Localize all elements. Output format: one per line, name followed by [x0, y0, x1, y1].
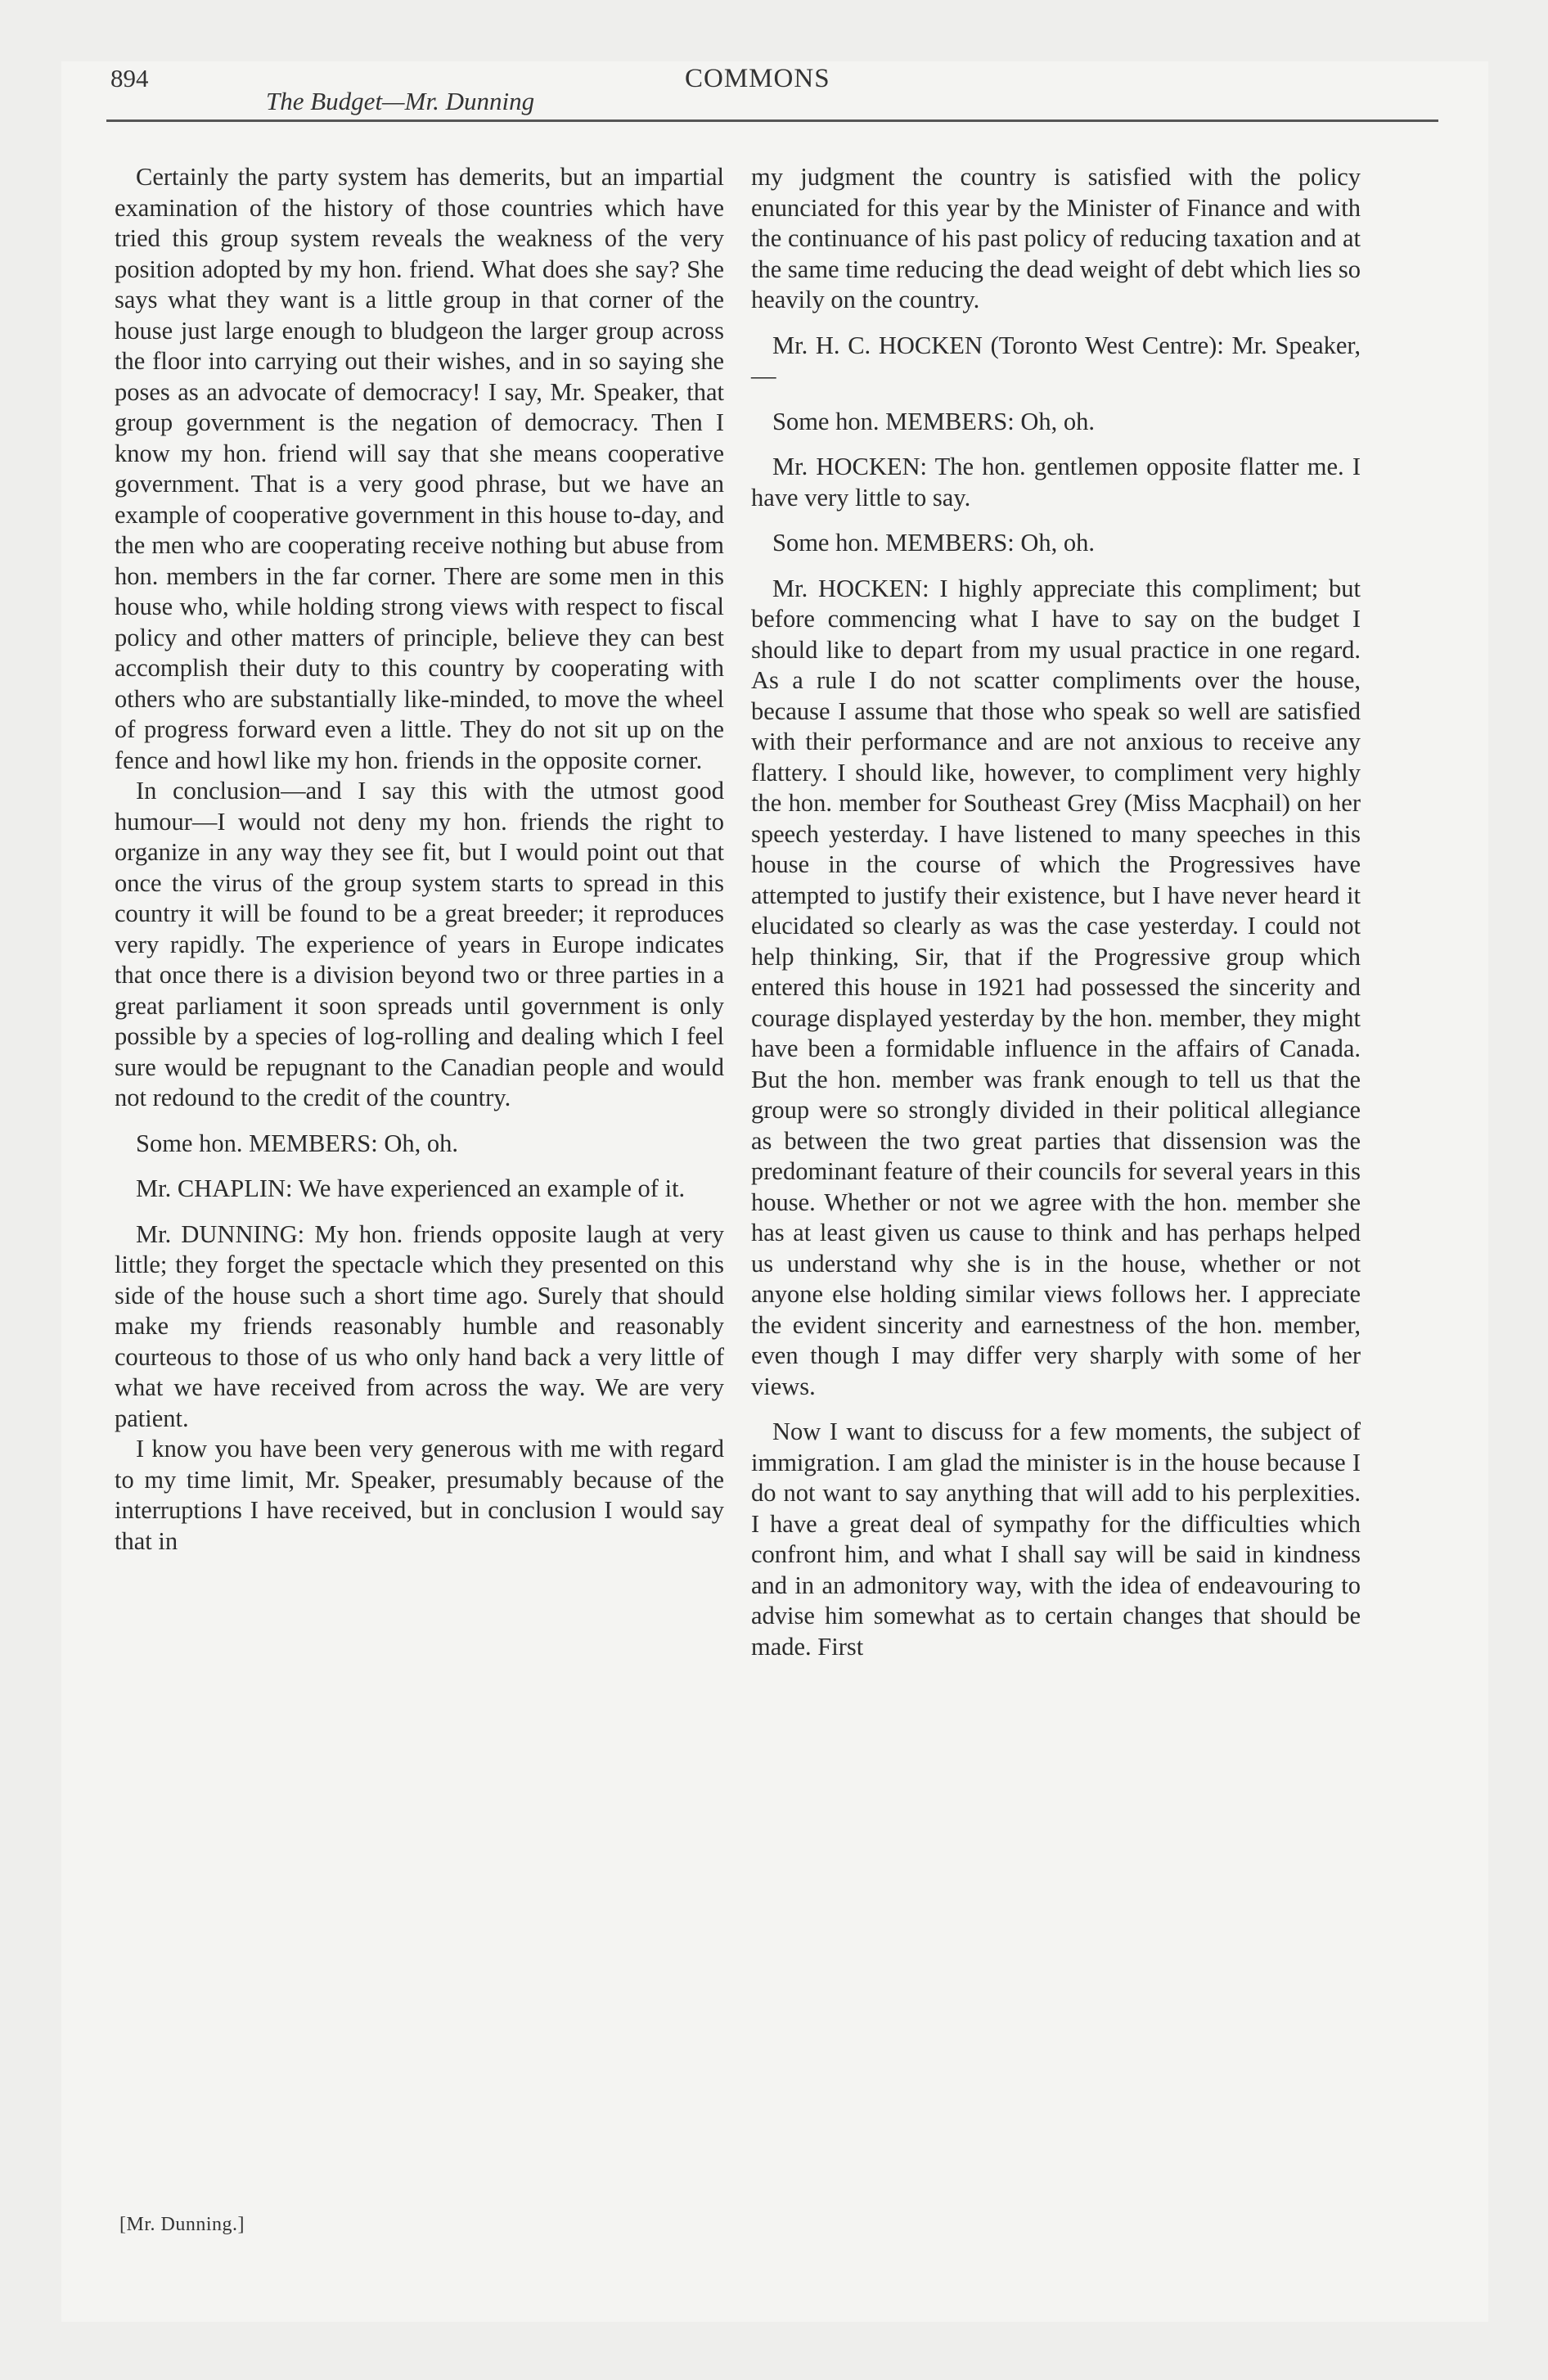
paragraph: Mr. CHAPLIN: We have experienced an example of it. — [136, 1174, 686, 1202]
paragraph: Mr. DUNNING: My hon. friends opposite laugh at very little; they forget the spectacle which they presented on this side of the house such a short time ago. Surely that should make my friends reasonably humble and reasonably courteous to those of us who only hand back a very little of what we have received from across the way. We are very patient. — [115, 1219, 724, 1432]
paragraph: Some hon. MEMBERS: Oh, oh. — [772, 407, 1095, 435]
paragraph: Mr. HOCKEN: The hon. gentlemen opposite flatter me. I have very little to say. — [751, 453, 1361, 512]
paragraph: In conclusion—and I say this with the utmost good humour—I would not deny my hon. friends the right to organize in any way they see fit, but I would point out that once the virus of the group system starts to spread in this country it will be found to be a great breeder; it reproduces very rapidly. The experience of years in Europe indicates that once there is a division beyond two or three parties in a great parliament it soon spreads until government is only possible by a species of log-rolling and dealing which I feel sure would be repugnant to the Canadian people and would not redound to the credit of the country. — [115, 777, 724, 1111]
paragraph: Mr. H. C. HOCKEN (Toronto West Centre): Mr. Speaker,— — [751, 331, 1361, 390]
page-number: 894 — [110, 64, 149, 92]
paragraph: my judgment the country is satisfied with the policy enunciated for this year by the Minister of Finance and with the continuance of his past policy of reducing taxation and at the same time reducing the dead weight of debt which lies so heavily on the country. — [751, 163, 1361, 313]
paragraph: Now I want to discuss for a few moments, the subject of immigration. I am glad the minister is in the house because I do not want to say anything that will add to his perplexities. I have a great deal of sympathy for the difficulties which confront him, and what I shall say will be said in kindness and in an admonitory way, with the idea of endeavouring to advise him somewhat as to certain changes that should be made. First — [751, 1418, 1361, 1661]
paragraph: Certainly the party system has demerits, but an impartial examination of the history of those countries which have tried this group system reveals the weakness of the very position adopted by my hon. friend. What does she say? She says what they want is a little group in that corner of the house just large enough to bludgeon the larger group across the floor into carrying out their wishes, and in so saying she poses as an advocate of democracy! I say, Mr. Speaker, that group government is the negation of democracy. Then I know my hon. friend will say that she means cooperative government. That is a very good phrase, but we have an example of cooperative government in this house to-day, and the men who are cooperating receive nothing but abuse from hon. members in the far corner. There are some men in this house who, while holding strong views with respect to fiscal policy and other matters of principle, believe they can best accomplish their duty to this country by cooperating with others who are substantially like-minded, to move the wheel of progress forward even a little. They do not sit up on the fence and howl like my hon. friends in the opposite corner. — [115, 163, 724, 774]
section-title: COMMONS — [685, 64, 830, 93]
paragraph: Mr. HOCKEN: I highly appreciate this compliment; but before commencing what I have to say on the budget I should like to depart from my usual practice in one regard. As a rule I do not scatter compliments over the house, because I assume that those who speak so well are satisfied with their performance and are not anxious to receive any flattery. I should like, however, to compliment very highly the hon. member for Southeast Grey (Miss Macphail) on her speech yesterday. I have listened to many speeches in this house in the course of which the Progressives have attempted to justify their existence, but I have never heard it elucidated so clearly as was the case yesterday. I could not help thinking, Sir, that if the Progressive group which entered this house in 1921 had possessed the sincerity and courage displayed yesterday by the hon. member, they might have been a formidable influence in the affairs of Canada. But the hon. member was frank enough to tell us that the group were so strongly divided in their political allegiance as between the two great parties that dissension was the predominant feature of their councils for several years in this house. Whether or not we agree with the hon. member she has at least given us cause to think and has perhaps helped us understand why she is in the house, whether or not anyone else holding similar views follows her. I appreciate the evident sincerity and earnestness of the hon. member, even though I may differ very sharply with some of her views. — [751, 574, 1361, 1400]
header-rule — [106, 119, 1438, 122]
left-column — [115, 162, 724, 1557]
right-column — [751, 162, 1361, 1662]
running-title: The Budget—Mr. Dunning — [266, 87, 535, 115]
paragraph: I know you have been very generous with me with regard to my time limit, Mr. Speaker, presumably because of the interruptions I have received, but in conclusion I would say that in — [115, 1435, 724, 1555]
paragraph: Some hon. MEMBERS: Oh, oh. — [136, 1129, 458, 1157]
paragraph: Some hon. MEMBERS: Oh, oh. — [772, 529, 1095, 557]
speaker-tag: [Mr. Dunning.] — [119, 2214, 245, 2235]
